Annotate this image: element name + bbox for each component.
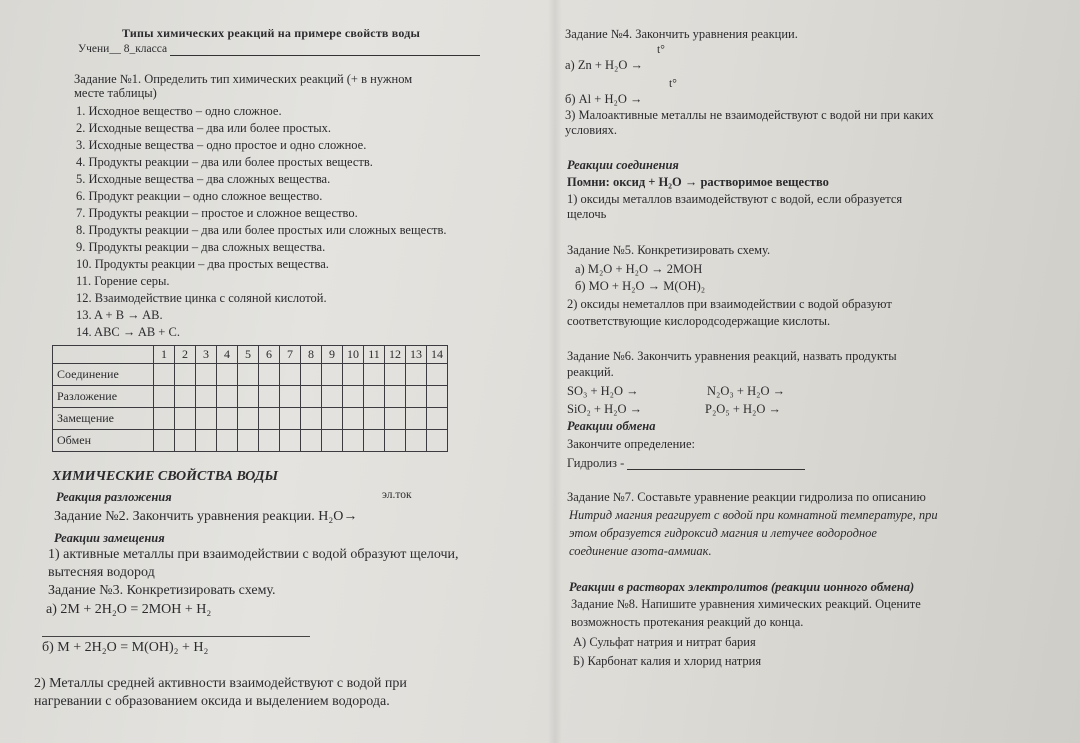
table-cell[interactable] — [259, 408, 280, 430]
metal-oxides-rule-cont: щелочь — [567, 207, 607, 221]
remember-note: Помни: оксид + H₂O → растворимое вещество — [567, 175, 829, 189]
table-cell[interactable] — [427, 430, 448, 452]
table-header-cell: 3 — [196, 346, 217, 364]
paper-fold — [548, 0, 562, 743]
list-item: 12. Взаимодействие цинка с соляной кислотой. — [76, 291, 327, 305]
task1-heading-cont: месте таблицы) — [74, 86, 157, 100]
table-cell[interactable] — [196, 364, 217, 386]
answer-line — [42, 636, 310, 637]
task3-text: Задание №3. Конкретизировать схему. — [48, 583, 276, 598]
table-cell[interactable] — [238, 364, 259, 386]
row-label-compound: Соединение — [53, 364, 154, 386]
equation-n2o3: N₂O₃ + H₂O → — [707, 384, 786, 398]
table-cell[interactable] — [364, 408, 385, 430]
task7-description: Нитрид магния реагирует с водой при комнатной температуре, при — [569, 508, 938, 522]
table-cell[interactable] — [217, 430, 238, 452]
task5-scheme-b: б) MO + H₂O → M(OH)₂ — [575, 279, 706, 293]
list-item: 10. Продукты реакции – два простых вещества. — [76, 257, 329, 271]
reaction-type-table — [52, 345, 448, 452]
task4-equation-a: а) Zn + H₂O → — [565, 58, 644, 72]
task4-equation-b: б) Al + H₂O → — [565, 92, 643, 106]
nonmetal-oxides-rule-cont: соответствующие кислородсодержащие кислоты. — [567, 314, 831, 328]
table-header-cell: 4 — [217, 346, 238, 364]
table-row — [53, 430, 448, 452]
task8-text: Задание №8. Напишите уравнения химических реакций. Оцените — [571, 597, 921, 611]
table-cell[interactable] — [385, 408, 406, 430]
equation-p2o5: P₂O₅ + H₂O → — [705, 402, 782, 416]
table-header-cell: 14 — [427, 346, 448, 364]
table-header-cell: 12 — [385, 346, 406, 364]
table-cell[interactable] — [217, 408, 238, 430]
table-cell[interactable] — [364, 364, 385, 386]
student-name-field[interactable] — [170, 43, 480, 56]
substitution-rule2: 2) Металлы средней активности взаимодействуют с водой при — [34, 676, 407, 691]
equation-so3: SO₃ + H₂O → — [567, 384, 639, 398]
list-item: 6. Продукт реакции – одно сложное вещество. — [76, 189, 323, 203]
table-header-cell: 8 — [301, 346, 322, 364]
table-cell[interactable] — [196, 386, 217, 408]
el-tok-label: эл.ток — [382, 489, 412, 501]
student-label — [78, 42, 480, 56]
substitution-rule1-cont: вытесняя водород — [48, 565, 155, 580]
table-cell[interactable] — [175, 430, 196, 452]
decomposition-heading: Реакция разложения — [56, 490, 172, 504]
compound-heading: Реакции соединения — [567, 158, 679, 172]
metal-oxides-rule: 1) оксиды металлов взаимодействуют с водой, если образуется — [567, 192, 903, 206]
table-header-cell: 9 — [322, 346, 343, 364]
table-cell[interactable] — [238, 430, 259, 452]
table-cell[interactable] — [343, 386, 364, 408]
table-cell[interactable] — [343, 430, 364, 452]
low-activity-metals-cont: условиях. — [565, 123, 618, 137]
row-label-exchange: Обмен — [53, 430, 154, 452]
table-cell[interactable] — [280, 408, 301, 430]
table-cell[interactable] — [154, 386, 175, 408]
table-cell[interactable] — [280, 386, 301, 408]
exchange-heading: Реакции обмена — [567, 419, 656, 433]
list-item: 2. Исходные вещества – два или более простых. — [76, 121, 332, 135]
task7-description-end: соединение азота-аммиак. — [569, 544, 712, 558]
table-cell[interactable] — [343, 364, 364, 386]
hydrolysis-answer-field[interactable] — [627, 457, 805, 470]
list-item: 14. ABC → AB + C. — [76, 325, 180, 339]
table-header-cell: 6 — [259, 346, 280, 364]
table-cell[interactable] — [322, 364, 343, 386]
substitution-rule1: 1) активные металлы при взаимодействии с водой образуют щелочи, — [48, 547, 459, 562]
table-cell[interactable] — [301, 386, 322, 408]
table-cell[interactable] — [385, 364, 406, 386]
table-cell[interactable] — [343, 408, 364, 430]
table-cell[interactable] — [154, 364, 175, 386]
table-cell[interactable] — [196, 408, 217, 430]
table-cell[interactable] — [385, 386, 406, 408]
list-item: 11. Горение серы. — [76, 274, 170, 288]
worksheet-title: Типы химических реакций на примере свойств воды — [122, 26, 421, 40]
table-cell[interactable] — [406, 408, 427, 430]
list-item: 3. Исходные вещества – одно простое и одно сложное. — [76, 138, 367, 152]
finish-definition: Закончите определение: — [567, 437, 695, 451]
task6-text: Задание №6. Закончить уравнения реакций, назвать продукты — [567, 349, 897, 363]
table-cell[interactable] — [175, 386, 196, 408]
task3-equation-b: б) M + 2H₂O = M(OH)₂ + H₂ — [42, 640, 209, 655]
table-cell[interactable] — [427, 386, 448, 408]
table-row — [53, 386, 448, 408]
table-cell[interactable] — [427, 364, 448, 386]
table-cell[interactable] — [427, 408, 448, 430]
task2-text: Задание №2. Закончить уравнения реакции. H₂O→ — [54, 509, 358, 524]
table-cell[interactable] — [217, 386, 238, 408]
table-cell[interactable] — [154, 408, 175, 430]
table-cell[interactable] — [259, 430, 280, 452]
table-header-cell: 11 — [364, 346, 385, 364]
table-cell[interactable] — [406, 364, 427, 386]
task7-text: Задание №7. Составьте уравнение реакции гидролиза по описанию — [567, 490, 926, 504]
table-row — [53, 408, 448, 430]
table-cell[interactable] — [280, 430, 301, 452]
task7-description-cont: этом образуется гидроксид магния и летучее водородное — [569, 526, 877, 540]
row-label-decomposition: Разложение — [53, 386, 154, 408]
table-cell[interactable] — [259, 364, 280, 386]
table-cell[interactable] — [280, 364, 301, 386]
table-cell[interactable] — [301, 364, 322, 386]
table-cell[interactable] — [364, 430, 385, 452]
list-item: 7. Продукты реакции – простое и сложное вещество. — [76, 206, 358, 220]
low-activity-metals: 3) Малоактивные металлы не взаимодействуют с водой ни при каких — [565, 108, 934, 122]
list-item: 1. Исходное вещество – одно сложное. — [76, 104, 282, 118]
table-cell[interactable] — [175, 408, 196, 430]
temperature-mark: t° — [657, 44, 665, 56]
list-item: 13. A + B → AB. — [76, 308, 163, 322]
table-header-cell: 10 — [343, 346, 364, 364]
table-cell[interactable] — [406, 430, 427, 452]
task5-scheme-a: а) M₂O + H₂O → 2MOH — [575, 262, 703, 276]
table-cell[interactable] — [364, 386, 385, 408]
student-label-text: Учени__ 8_класса — [78, 43, 168, 55]
table-corner-cell — [53, 346, 154, 364]
table-cell[interactable] — [406, 386, 427, 408]
section-title: ХИМИЧЕСКИЕ СВОЙСТВА ВОДЫ — [52, 469, 279, 484]
hydrolysis-label: Гидролиз - — [567, 456, 625, 470]
task8-item-b: Б) Карбонат калия и хлорид натрия — [573, 654, 762, 668]
table-cell[interactable] — [322, 430, 343, 452]
table-cell[interactable] — [385, 430, 406, 452]
list-item: 8. Продукты реакции – два или более простых или сложных веществ. — [76, 223, 447, 237]
substitution-rule2-cont: нагревании с образованием оксида и выделением водорода. — [34, 694, 390, 709]
table-cell[interactable] — [301, 408, 322, 430]
table-header-cell: 2 — [175, 346, 196, 364]
list-item: 5. Исходные вещества – два сложных вещества. — [76, 172, 331, 186]
row-label-substitution: Замещение — [53, 408, 154, 430]
table-header-cell: 7 — [280, 346, 301, 364]
table-header-cell: 13 — [406, 346, 427, 364]
table-cell[interactable] — [322, 386, 343, 408]
table-header-cell: 5 — [238, 346, 259, 364]
electrolytes-heading: Реакции в растворах электролитов (реакции ионного обмена) — [569, 580, 915, 594]
task1-heading: Задание №1. Определить тип химических реакций (+ в нужном — [74, 72, 413, 86]
task6-text-cont: реакций. — [567, 365, 614, 379]
table-row — [53, 364, 448, 386]
task5-text: Задание №5. Конкретизировать схему. — [567, 243, 771, 257]
table-cell[interactable] — [154, 430, 175, 452]
task3-equation-a: а) 2M + 2H₂O = 2MOH + H₂ — [46, 602, 212, 617]
table-cell[interactable] — [259, 386, 280, 408]
equation-sio2: SiO₂ + H₂O → — [567, 402, 643, 416]
table-cell[interactable] — [238, 408, 259, 430]
task8-item-a: А) Сульфат натрия и нитрат бария — [573, 635, 756, 649]
temperature-mark: t° — [669, 78, 677, 90]
table-cell[interactable] — [301, 430, 322, 452]
substitution-heading: Реакции замещения — [54, 531, 165, 545]
table-cell[interactable] — [238, 386, 259, 408]
table-cell[interactable] — [217, 364, 238, 386]
list-item: 9. Продукты реакции – два сложных вещества. — [76, 240, 326, 254]
table-header-row — [53, 346, 448, 364]
table-cell[interactable] — [322, 408, 343, 430]
table-header-cell: 1 — [154, 346, 175, 364]
nonmetal-oxides-rule: 2) оксиды неметаллов при взаимодействии с водой образуют — [567, 297, 892, 311]
hydrolysis-definition — [567, 456, 805, 470]
task8-text-cont: возможность протекания реакций до конца. — [571, 615, 804, 629]
list-item: 4. Продукты реакции – два или более простых веществ. — [76, 155, 373, 169]
table-cell[interactable] — [196, 430, 217, 452]
task4-text: Задание №4. Закончить уравнения реакции. — [565, 27, 798, 41]
table-cell[interactable] — [175, 364, 196, 386]
